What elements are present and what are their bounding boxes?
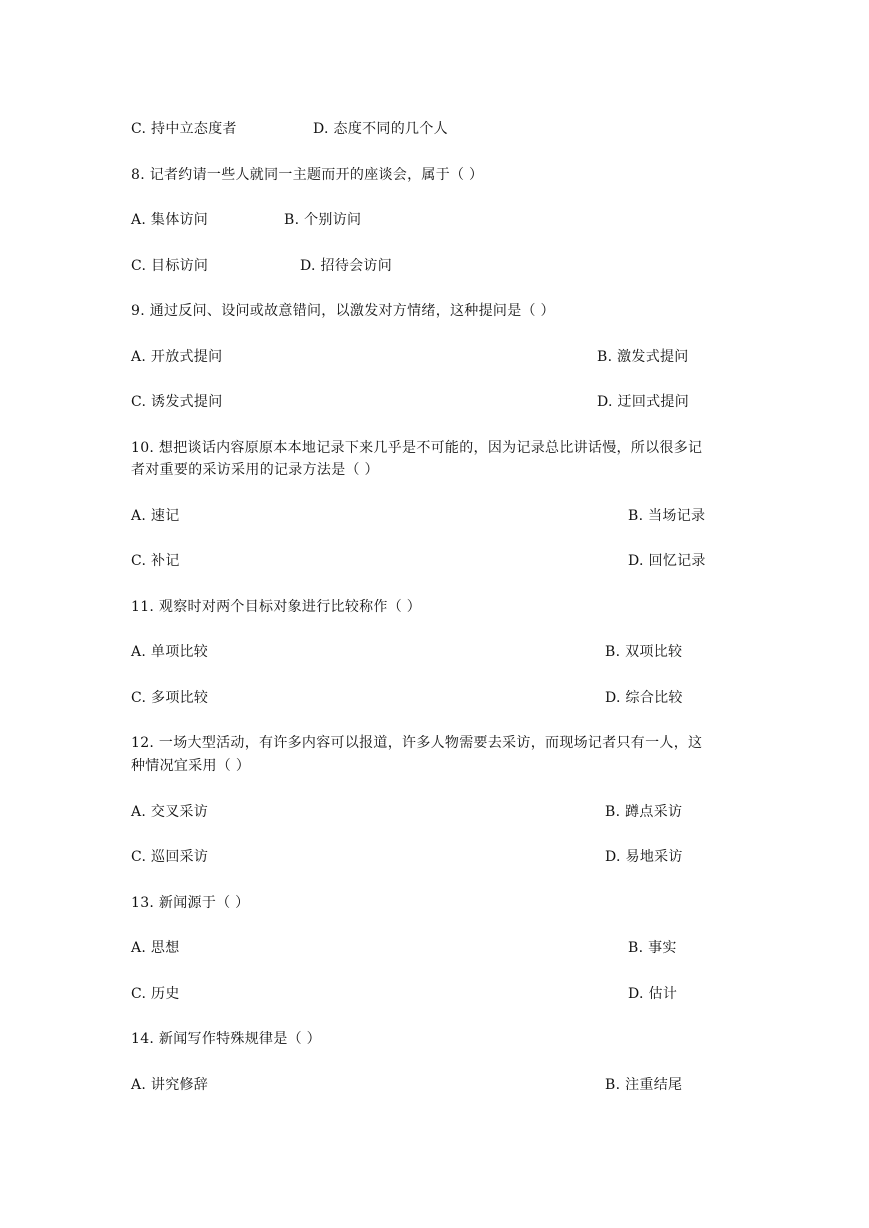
text-line: C. 诱发式提问 — [131, 394, 223, 410]
text-line: D. 态度不同的几个人 — [313, 121, 448, 137]
text-line: B. 个别访问 — [284, 212, 362, 228]
text-line: 11. 观察时对两个目标对象进行比较称作（ ） — [131, 599, 422, 615]
text-line: B. 激发式提问 — [597, 349, 689, 365]
text-line: 8. 记者约请一些人就同一主题而开的座谈会，属于（ ） — [131, 167, 484, 183]
text-line: C. 目标访问 — [131, 258, 209, 274]
text-line: 12. 一场大型活动，有许多内容可以报道，许多人物需要去采访，而现场记者只有一人，这 — [131, 735, 703, 751]
text-line: C. 历史 — [131, 986, 180, 1002]
text-line: B. 蹲点采访 — [605, 804, 683, 820]
text-line: 者对重要的采访采用的记录方法是（ ） — [131, 462, 379, 478]
text-line: C. 补记 — [131, 553, 180, 569]
text-line: A. 思想 — [131, 940, 180, 956]
text-line: A. 讲究修辞 — [131, 1077, 209, 1093]
text-line: D. 估计 — [628, 986, 678, 1002]
text-line: A. 单项比较 — [131, 644, 209, 660]
text-line: B. 事实 — [628, 940, 677, 956]
text-line: A. 速记 — [131, 508, 180, 524]
text-line: C. 多项比较 — [131, 690, 209, 706]
text-line: A. 交叉采访 — [131, 804, 209, 820]
text-line: 9. 通过反问、设问或故意错问，以激发对方情绪，这种提问是（ ） — [131, 303, 555, 319]
text-line: D. 易地采访 — [605, 849, 683, 865]
text-line: 13. 新闻源于（ ） — [131, 895, 250, 911]
text-line: D. 回忆记录 — [628, 553, 706, 569]
text-line: C. 巡回采访 — [131, 849, 209, 865]
text-line: B. 双项比较 — [605, 644, 683, 660]
text-line: D. 综合比较 — [605, 690, 683, 706]
text-line: D. 招待会访问 — [300, 258, 393, 274]
text-line: D. 迂回式提问 — [597, 394, 690, 410]
text-line: 10. 想把谈话内容原原本本地记录下来几乎是不可能的，因为记录总比讲话慢，所以很多记 — [131, 440, 703, 456]
text-line: C. 持中立态度者 — [131, 121, 237, 137]
text-line: 种情况宜采用（ ） — [131, 758, 251, 774]
text-line: 14. 新闻写作特殊规律是（ ） — [131, 1031, 321, 1047]
text-line: A. 开放式提问 — [131, 349, 223, 365]
text-line: B. 注重结尾 — [605, 1077, 683, 1093]
text-line: B. 当场记录 — [628, 508, 706, 524]
text-line: A. 集体访问 — [131, 212, 209, 228]
